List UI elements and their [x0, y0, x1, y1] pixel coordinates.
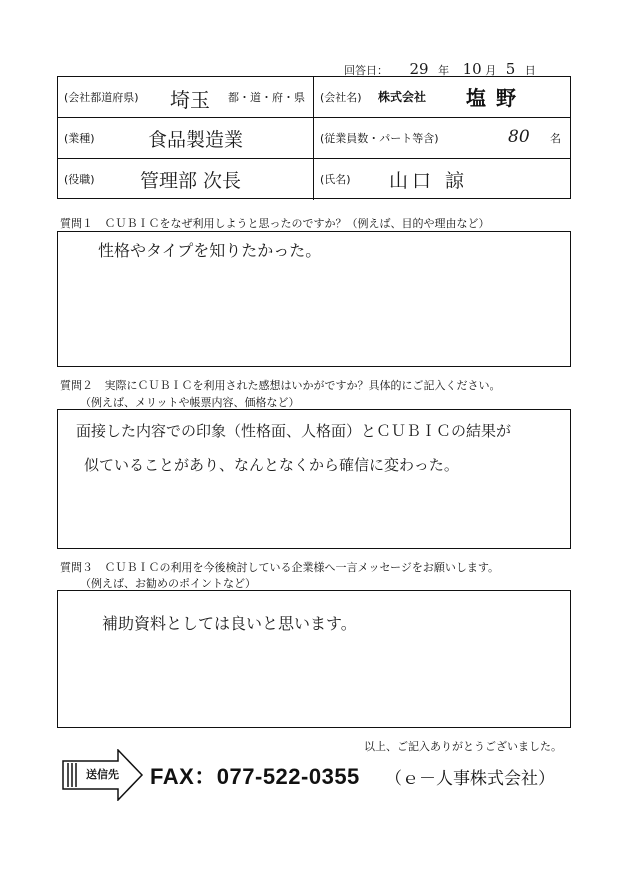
question-2-header — [60, 377, 501, 393]
question-1-header — [60, 215, 490, 231]
fax-company: （ｅ－人事株式会社） — [385, 769, 555, 788]
question-2-number: 質問２ — [60, 379, 93, 392]
position-label: (役職) — [64, 173, 95, 186]
company-label: (会社名) — [320, 91, 362, 104]
answer-year[interactable]: 29 — [409, 60, 429, 78]
company-cell[interactable] — [313, 77, 572, 117]
employees-label: (従業員数・パート等含) — [320, 132, 439, 145]
fax-number: FAX：077-522-0355 — [150, 764, 360, 789]
info-row-position — [58, 159, 570, 200]
prefecture-label: (会社都道府県) — [64, 91, 139, 104]
prefecture-suffix: 都・道・府・県 — [228, 91, 305, 104]
closing-message: 以上、ご記入ありがとうございました。 — [364, 740, 562, 753]
name-value: 山口 諒 — [389, 170, 469, 192]
question-2-answer-line-1: 面接した内容での印象（性格面、人格面）とＣＵＢＩＣの結果が — [76, 422, 512, 440]
question-1-answer-box[interactable] — [57, 231, 571, 367]
info-row-industry — [58, 118, 570, 159]
question-2-example: （例えば、メリットや帳票内容、価格など） — [80, 396, 300, 409]
question-2-answer-box[interactable] — [57, 409, 571, 549]
company-value: 塩野 — [466, 86, 526, 110]
question-3-number: 質問３ — [60, 561, 93, 574]
question-1-answer-line-1: 性格やタイプを知りたかった。 — [98, 241, 322, 260]
industry-cell[interactable] — [58, 118, 313, 158]
question-2-answer-line-2: 似ていることがあり、なんとなくから確信に変わった。 — [84, 456, 459, 474]
send-label: 送信先 — [86, 768, 119, 781]
position-value: 管理部 次長 — [140, 170, 242, 192]
answer-day[interactable]: 5 — [505, 60, 516, 78]
question-3-text: ＣＵＢＩＣの利用を今後検討している企業様へ一言メッセージをお願いします。 — [104, 561, 499, 574]
question-3-answer-box[interactable] — [57, 590, 571, 728]
info-row-prefecture — [58, 77, 570, 118]
prefecture-cell[interactable] — [58, 77, 313, 117]
question-3-answer-line-1: 補助資料としては良いと思います。 — [102, 614, 357, 633]
question-1-text: ＣＵＢＩＣをなぜ利用しようと思ったのですか？（例えば、目的や理由など） — [104, 217, 490, 230]
answer-year-unit: 年 — [438, 64, 450, 77]
name-label: (氏名) — [320, 173, 351, 186]
name-cell[interactable] — [313, 159, 572, 200]
answer-date-label: 回答日： — [344, 64, 388, 77]
answer-day-unit: 日 — [524, 64, 536, 77]
info-table — [57, 76, 571, 199]
company-prefix: 株式会社 — [378, 90, 427, 104]
industry-label: (業種) — [64, 132, 95, 145]
industry-value: 食品製造業 — [148, 129, 244, 151]
answer-month[interactable]: 10 — [462, 60, 482, 78]
question-3-header — [60, 559, 499, 575]
question-2-text: 実際にＣＵＢＩＣを利用された感想はいかがですか？具体的にご記入ください。 — [104, 379, 501, 392]
prefecture-value: 埼玉 — [170, 88, 210, 112]
question-1-number: 質問１ — [60, 217, 93, 230]
answer-month-unit: 月 — [485, 64, 497, 77]
employees-unit: 名 — [550, 132, 561, 145]
question-3-example: （例えば、お勧めのポイントなど） — [80, 577, 256, 590]
employees-cell[interactable] — [313, 118, 572, 158]
employees-value: 80 — [508, 127, 530, 147]
position-cell[interactable] — [58, 159, 313, 200]
